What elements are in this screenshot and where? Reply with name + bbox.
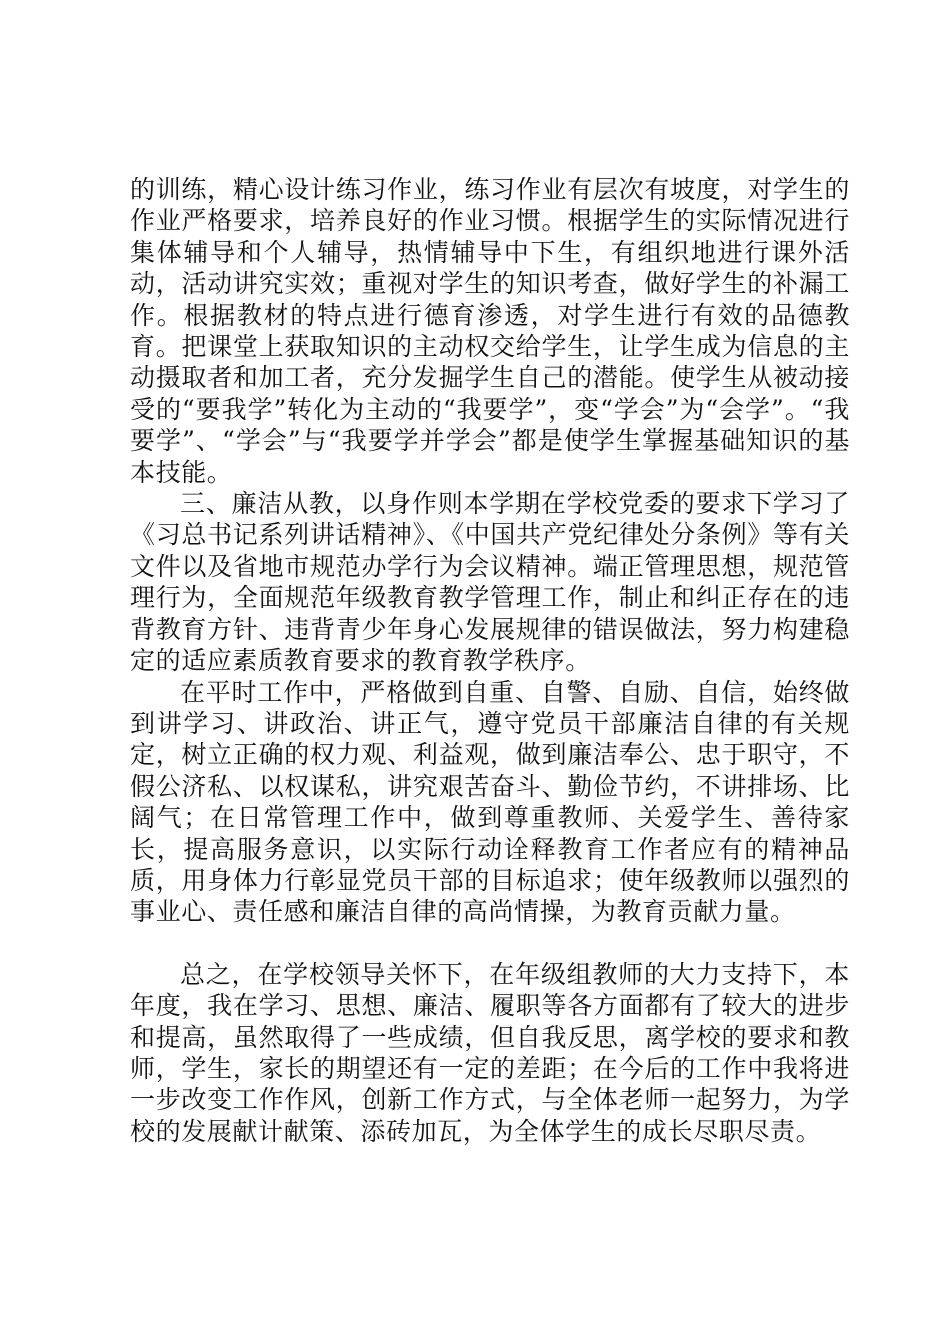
paragraph-summary: 总之，在学校领导关怀下，在年级组教师的大力支持下，本年度，我在学习、思想、廉洁、履职等各方面都有了较大的进步和提高，虽然取得了一些成绩，但自我反思，离学校的要求和教师，学生，家长的期望还有一定的差距；在今后的工作中我将进一步改变工作作风，创新工作方式，与全体老师一起努力，为学校的发展献计献策、添砖加瓦，为全体学生的成长尽职尽责。 (130, 959, 850, 1146)
paragraph-integrity-section: 三、廉洁从教，以身作则本学期在学校党委的要求下学习了《习总书记系列讲话精神》、《中国共产党纪律处分条例》等有关文件以及省地市规范办学行为会议精神。端正管理思想，规范管理行为，全面规范年级教育教学管理工作，制止和纠正存在的违背教育方针、违背青少年身心发展规律的错误做法，努力构建稳定的适应素质教育要求的教育教学秩序。 (130, 489, 850, 676)
paragraph-continued-training: 的训练，精心设计练习作业，练习作业有层次有坡度，对学生的作业严格要求，培养良好的作业习惯。根据学生的实际情况进行集体辅导和个人辅导，热情辅导中下生，有组织地进行课外活动，活动讲究实效；重视对学生的知识考查，做好学生的补漏工作。根据教材的特点进行德育渗透，对学生进行有效的品德教育。把课堂上获取知识的主动权交给学生，让学生成为信息的主动摄取者和加工者，充分发掘学生自己的潜能。使学生从被动接受的“要我学”转化为主动的“我要学”，变“学会”为“会学”。“我要学”、“学会”与“我要学并学会”都是使学生掌握基础知识的基本技能。 (130, 175, 850, 487)
paragraph-daily-work: 在平时工作中，严格做到自重、自警、自励、自信，始终做到讲学习、讲政治、讲正气，遵守党员干部廉洁自律的有关规定，树立正确的权力观、利益观，做到廉洁奉公、忠于职守，不假公济私、以权谋私，讲究艰苦奋斗、勤俭节约，不讲排场、比阔气；在日常管理工作中，做到尊重教师、关爱学生、善待家长，提高服务意识，以实际行动诠释教育工作者应有的精神品质，用身体力行彰显党员干部的目标追求；使年级教师以强烈的事业心、责任感和廉洁自律的高尚情操，为教育贡献力量。 (130, 677, 850, 927)
document-body (130, 174, 850, 1147)
